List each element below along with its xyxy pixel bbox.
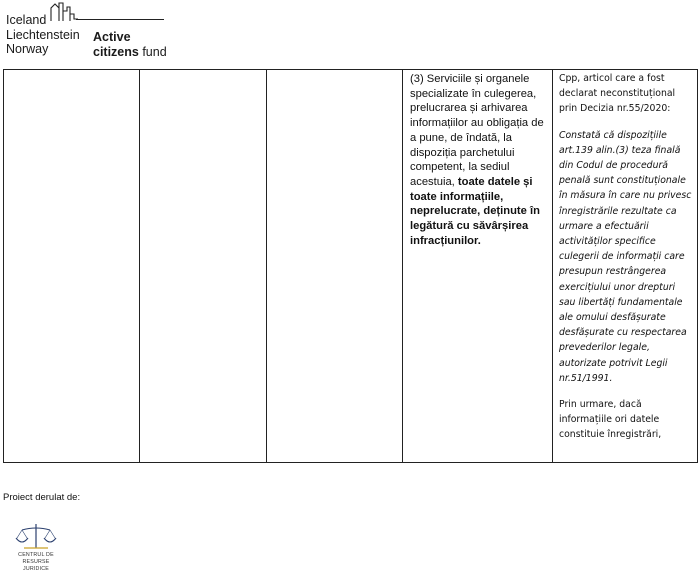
fund-word: fund: [138, 44, 167, 59]
fund-active: Active: [93, 30, 131, 44]
scales-icon: [6, 522, 66, 552]
fund-name: [93, 30, 167, 59]
table-cell-5: [553, 70, 698, 463]
article-text: [403, 70, 552, 248]
commentary-conclusion: Prin urmare, dacă informațiile ori datele constituie înregistrări,: [559, 399, 662, 441]
table-cell-4: [403, 70, 553, 463]
fund-citizens: citizens: [93, 44, 139, 59]
table-cell-2: [140, 70, 267, 463]
project-label: Proiect derulat de:: [3, 492, 81, 503]
table-row: [4, 70, 698, 463]
country-norway: Norway: [6, 42, 49, 56]
decision-quote: Constată că dispozițiile art.139 alin.(3) teza finală din Codul de procedură penală sunt constituționale în măsura în care nu privesc înregistrările rezultate ca urmare a efectuării activităților specifice culegerii de informații care presupun restrângerea exercițiului unor drepturi sau libertăți fundamentale ale omului desfășurate desfășurate cu respectarea prevederilor legale, autorizate potrivit Legii nr.51/1991.: [559, 129, 692, 384]
crj-name: CENTRUL DE RESURSE JURIDICE: [18, 552, 54, 572]
logo-rule: [76, 19, 164, 20]
country-liechtenstein: Liechtenstein: [6, 27, 80, 42]
article-text-regular: (3) Serviciile și organele specializate în culegerea, prelucrarea și arhivarea informațiilor au obligația de a pune, de îndată, la dispoziția parchetului competent, la sediul acestuia,: [410, 73, 544, 188]
commentary: [553, 70, 697, 443]
commentary-intro: Cpp, articol care a fost declarat neconstituțional prin Decizia nr.55/2020:: [559, 73, 676, 115]
comparison-table: [3, 69, 698, 463]
table-cell-3: [267, 70, 403, 463]
crj-logo: [6, 522, 66, 572]
active-citizens-fund-logo: [3, 2, 173, 60]
article-text-bold: toate datele și toate informațiile, neprelucrate, deținute în legătură cu săvârșirea infracțiunilor.: [410, 175, 540, 247]
country-iceland: Iceland: [6, 13, 47, 27]
table-cell-1: [4, 70, 140, 463]
